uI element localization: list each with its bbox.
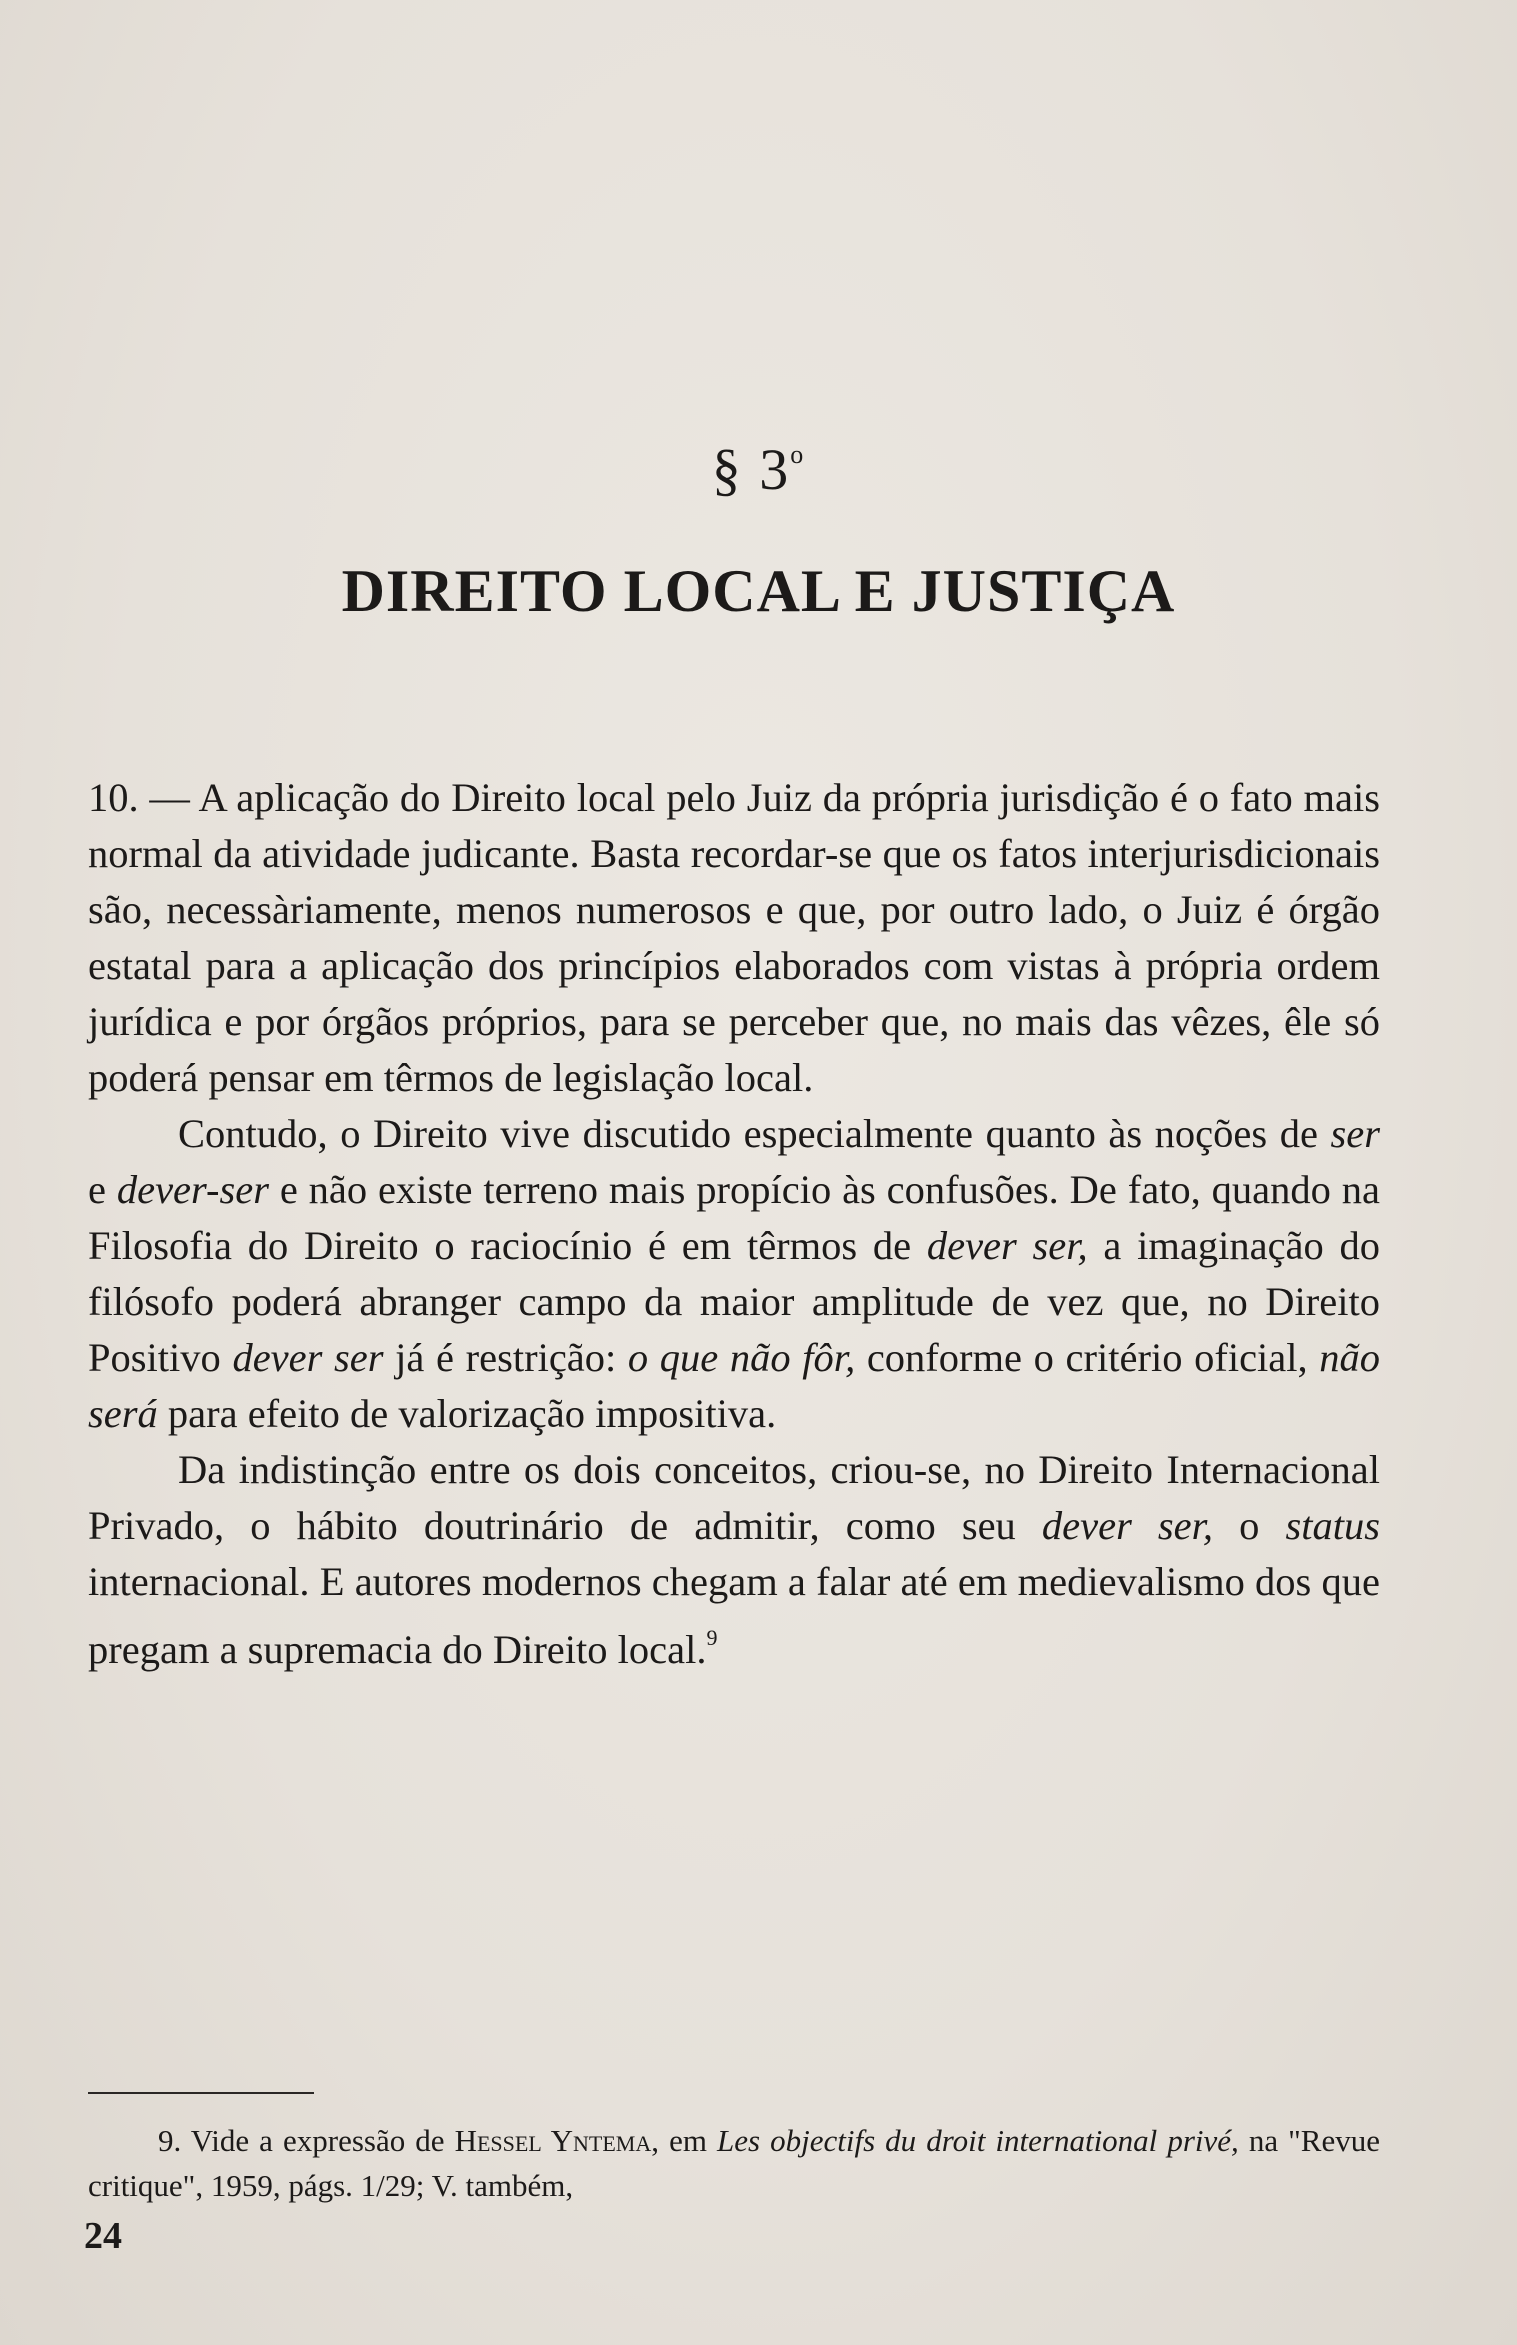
footnote-author: Hessel Yntema, bbox=[454, 2123, 660, 2158]
section-mark-text: § 3 bbox=[711, 437, 791, 502]
text-run: internacional. E autores modernos chegam a falar até em medievalismo dos que pregam a supremacia do Direito local. bbox=[88, 1559, 1380, 1672]
paragraph-10: 10. — A aplicação do Direito local pelo Juiz da própria jurisdição é o fato mais normal da atividade judicante. Basta recordar-se que os fatos interjurisdicionais são, necessàriamente, menos numerosos e que, por outro lado, o Juiz é órgão estatal para a aplicação dos princípios elaborados com vistas à própria ordem jurídica e por órgãos próprios, para se perceber que, no mais das vêzes, êle só poderá pensar em têrmos de legislação local. bbox=[88, 775, 1380, 1100]
footnote-9 bbox=[88, 2118, 1380, 2208]
text-run: a imaginação do filósofo poderá abranger campo da maior amplitude de vez que, no Direito Positivo bbox=[88, 1223, 1380, 1380]
text-run: para efeito de valorização impositiva. bbox=[157, 1391, 777, 1436]
body-text bbox=[88, 770, 1380, 1678]
footnote-divider bbox=[88, 2092, 314, 2094]
page-number: 24 bbox=[84, 2215, 122, 2257]
text-run: conforme o critério oficial, bbox=[855, 1335, 1320, 1380]
footnote-cited-title: Les objectifs du droit international privé, bbox=[716, 2123, 1239, 2158]
text-run: Contudo, o Direito vive discutido especialmente quanto às noções de bbox=[178, 1111, 1331, 1156]
text-run: e não existe terreno mais propício às confusões. De fato, quando na Filosofia do Direito o raciocínio é em têrmos de bbox=[88, 1167, 1380, 1268]
text-run: e bbox=[88, 1167, 117, 1212]
italic-term: dever ser, bbox=[926, 1223, 1088, 1268]
italic-term: o que não fôr, bbox=[627, 1335, 856, 1380]
italic-term: ser bbox=[1330, 1111, 1380, 1156]
text-run: na "Revue critique", 1959, págs. 1/29; V. também, bbox=[88, 2123, 1381, 2203]
text-run: o bbox=[1213, 1503, 1286, 1548]
text-run: em bbox=[659, 2123, 717, 2158]
italic-term: status bbox=[1285, 1503, 1380, 1548]
italic-term: dever-ser bbox=[116, 1167, 269, 1212]
section-heading bbox=[0, 420, 1517, 505]
text-run: Da indistinção entre os dois conceitos, criou-se, no Direito Internacional Privado, o hábito doutrinário de admitir, como seu bbox=[88, 1447, 1380, 1548]
chapter-title: DIREITO LOCAL E JUSTIÇA bbox=[341, 558, 1176, 624]
footnote bbox=[88, 2118, 1380, 2208]
italic-term: dever ser bbox=[232, 1335, 384, 1380]
paragraph-indistincao bbox=[88, 1442, 1380, 1678]
footnote-reference[interactable]: 9 bbox=[706, 1625, 718, 1650]
text-run: já é restrição: bbox=[383, 1335, 628, 1380]
italic-term: dever ser, bbox=[1041, 1503, 1214, 1548]
footnote-number: 9. bbox=[158, 2123, 182, 2158]
text-run: Vide a expressão de bbox=[181, 2123, 455, 2158]
section-ordinal: o bbox=[790, 440, 806, 469]
italic-term: não será bbox=[88, 1335, 1381, 1436]
paragraph-contudo bbox=[88, 1106, 1380, 1442]
